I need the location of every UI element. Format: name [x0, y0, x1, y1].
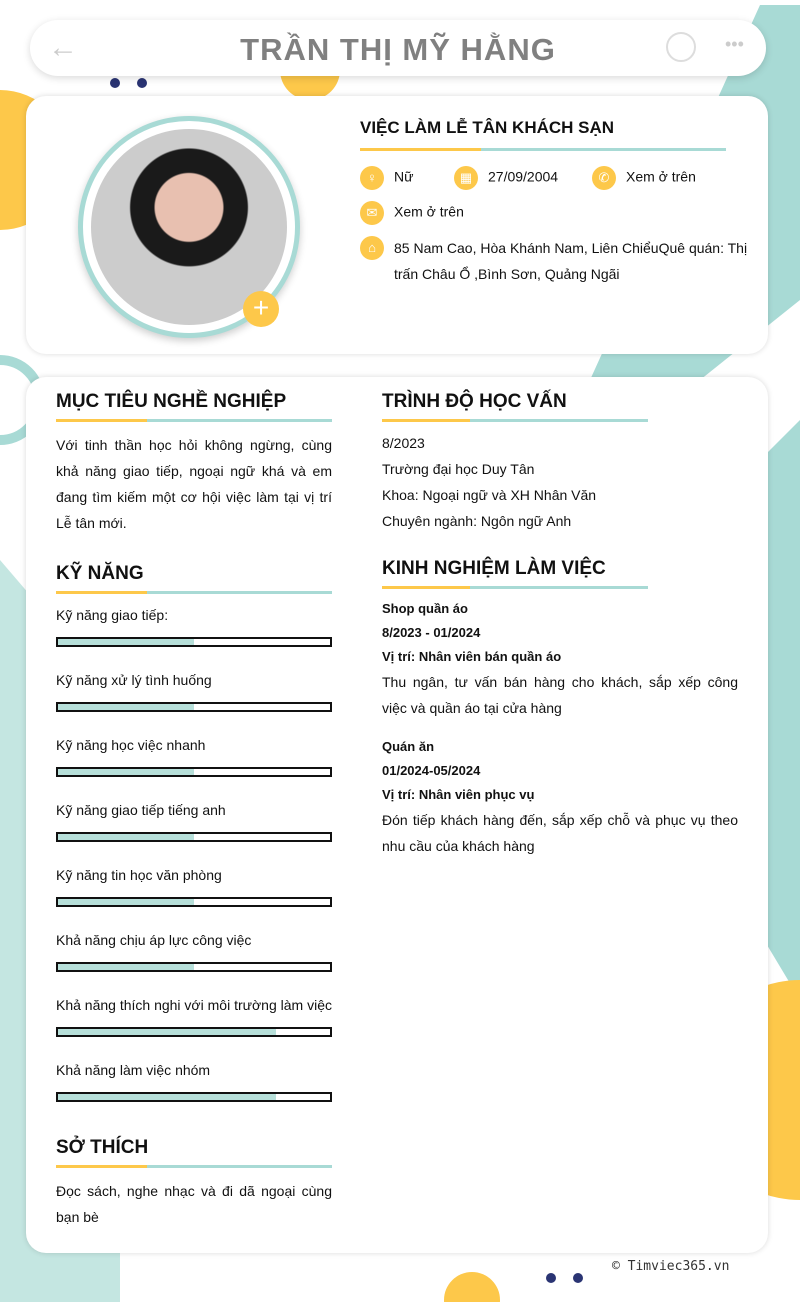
skill-item: [56, 802, 332, 842]
search-icon[interactable]: [666, 32, 696, 62]
skill-bar: [56, 897, 332, 907]
address-value: 85 Nam Cao, Hòa Khánh Nam, Liên ChiểuQuê quán: Thị trấn Châu Ổ ,Bình Sơn, Quảng Ngãi: [394, 240, 748, 282]
gender-icon: ♀: [360, 166, 384, 190]
education-details: [382, 430, 742, 534]
gender: [360, 166, 413, 190]
experience-title: KINH NGHIỆM LÀM VIỆC: [382, 558, 606, 579]
skill-label: Kỹ năng giao tiếp tiếng anh: [56, 802, 226, 818]
job-description: Đón tiếp khách hàng đến, sắp xếp chỗ và phục vụ theo nhu cầu của khách hàng: [382, 812, 738, 854]
candidate-name: TRẦN THỊ MỸ HẰNG: [240, 32, 556, 67]
education-line: Khoa: Ngoại ngữ và XH Nhân Văn: [382, 487, 597, 503]
skill-bar-fill: [58, 834, 194, 840]
arrow-left-icon[interactable]: ←: [48, 31, 78, 64]
phone-icon: ✆: [592, 166, 616, 190]
skill-bar: [56, 1027, 332, 1037]
hobbies-title: SỞ THÍCH: [56, 1137, 149, 1158]
birthday: [454, 166, 558, 190]
skill-bar-fill: [58, 899, 194, 905]
skill-label: Kỹ năng tin học văn phòng: [56, 867, 222, 883]
skill-item: [56, 1062, 332, 1102]
skill-label: Kỹ năng xử lý tình huống: [56, 672, 212, 688]
more-icon[interactable]: •••: [725, 34, 744, 54]
experience-item: [382, 597, 738, 721]
skill-item: [56, 607, 332, 647]
copyright: © Timviec365.vn: [612, 1259, 730, 1274]
skill-bar-fill: [58, 1094, 276, 1100]
profile-card: [26, 96, 768, 354]
position: Vị trí: Nhân viên bán quần áo: [382, 649, 562, 664]
birthday-value: 27/09/2004: [488, 168, 559, 185]
skill-item: [56, 672, 332, 712]
skill-label: Kỹ năng giao tiếp:: [56, 607, 169, 623]
skill-bar-fill: [58, 639, 194, 645]
skill-item: [56, 997, 332, 1037]
company: Shop quần áo: [382, 601, 468, 616]
period: 8/2023 - 01/2024: [382, 625, 481, 640]
decor-dot: [110, 78, 120, 88]
address: [360, 236, 750, 287]
email-value: Xem ở trên: [394, 203, 464, 220]
education-line: Chuyên ngành: Ngôn ngữ Anh: [382, 513, 572, 529]
skill-item: [56, 932, 332, 972]
skill-item: [56, 737, 332, 777]
skill-bar: [56, 832, 332, 842]
mail-icon: ✉: [360, 201, 384, 225]
home-icon: ⌂: [360, 236, 384, 260]
skill-label: Kỹ năng học việc nhanh: [56, 737, 206, 753]
job-description: Thu ngân, tư vấn bán hàng cho khách, sắp xếp công việc và quần áo tại cửa hàng: [382, 674, 738, 716]
calendar-icon: ▦: [454, 166, 478, 190]
skill-bar: [56, 637, 332, 647]
hobbies-text: Đọc sách, nghe nhạc và đi dã ngoại cùng bạn bè: [56, 1183, 332, 1225]
skill-bar: [56, 962, 332, 972]
education-title: TRÌNH ĐỘ HỌC VẤN: [382, 391, 567, 412]
decor-dot: [573, 1273, 583, 1283]
skill-bar: [56, 1092, 332, 1102]
phone: [592, 166, 696, 190]
decor-dot: [137, 78, 147, 88]
add-photo-button[interactable]: +: [243, 291, 279, 327]
skill-bar: [56, 767, 332, 777]
email: [360, 201, 464, 225]
company: Quán ăn: [382, 739, 435, 754]
skill-bar-fill: [58, 769, 194, 775]
skill-label: Khả năng thích nghi với môi trường làm việc: [56, 997, 332, 1013]
objective-title: MỤC TIÊU NGHỀ NGHIỆP: [56, 391, 287, 412]
experience-item: [382, 735, 738, 859]
skill-label: Khả năng làm việc nhóm: [56, 1062, 211, 1078]
skill-bar-fill: [58, 964, 194, 970]
phone-value: Xem ở trên: [626, 168, 696, 185]
objective-text: Với tinh thần học hỏi không ngừng, cùng khả năng giao tiếp, ngoại ngữ khá và em đang tìm kiếm một cơ hội việc làm tại vị trí Lễ tân mới.: [56, 437, 332, 531]
period: 01/2024-05/2024: [382, 763, 481, 778]
skills-title: KỸ NĂNG: [56, 563, 144, 584]
top-bar: [30, 20, 766, 76]
education-line: 8/2023: [382, 435, 425, 451]
skill-bar: [56, 702, 332, 712]
job-title: VIỆC LÀM LỄ TÂN KHÁCH SẠN: [360, 118, 615, 137]
education-line: Trường đại học Duy Tân: [382, 461, 535, 477]
gender-value: Nữ: [394, 168, 414, 185]
skill-item: [56, 867, 332, 907]
decor-dot: [546, 1273, 556, 1283]
cv-body-card: [26, 377, 768, 1253]
skill-label: Khả năng chịu áp lực công việc: [56, 932, 252, 948]
skill-bar-fill: [58, 704, 194, 710]
position: Vị trí: Nhân viên phục vụ: [382, 787, 535, 802]
skill-bar-fill: [58, 1029, 276, 1035]
